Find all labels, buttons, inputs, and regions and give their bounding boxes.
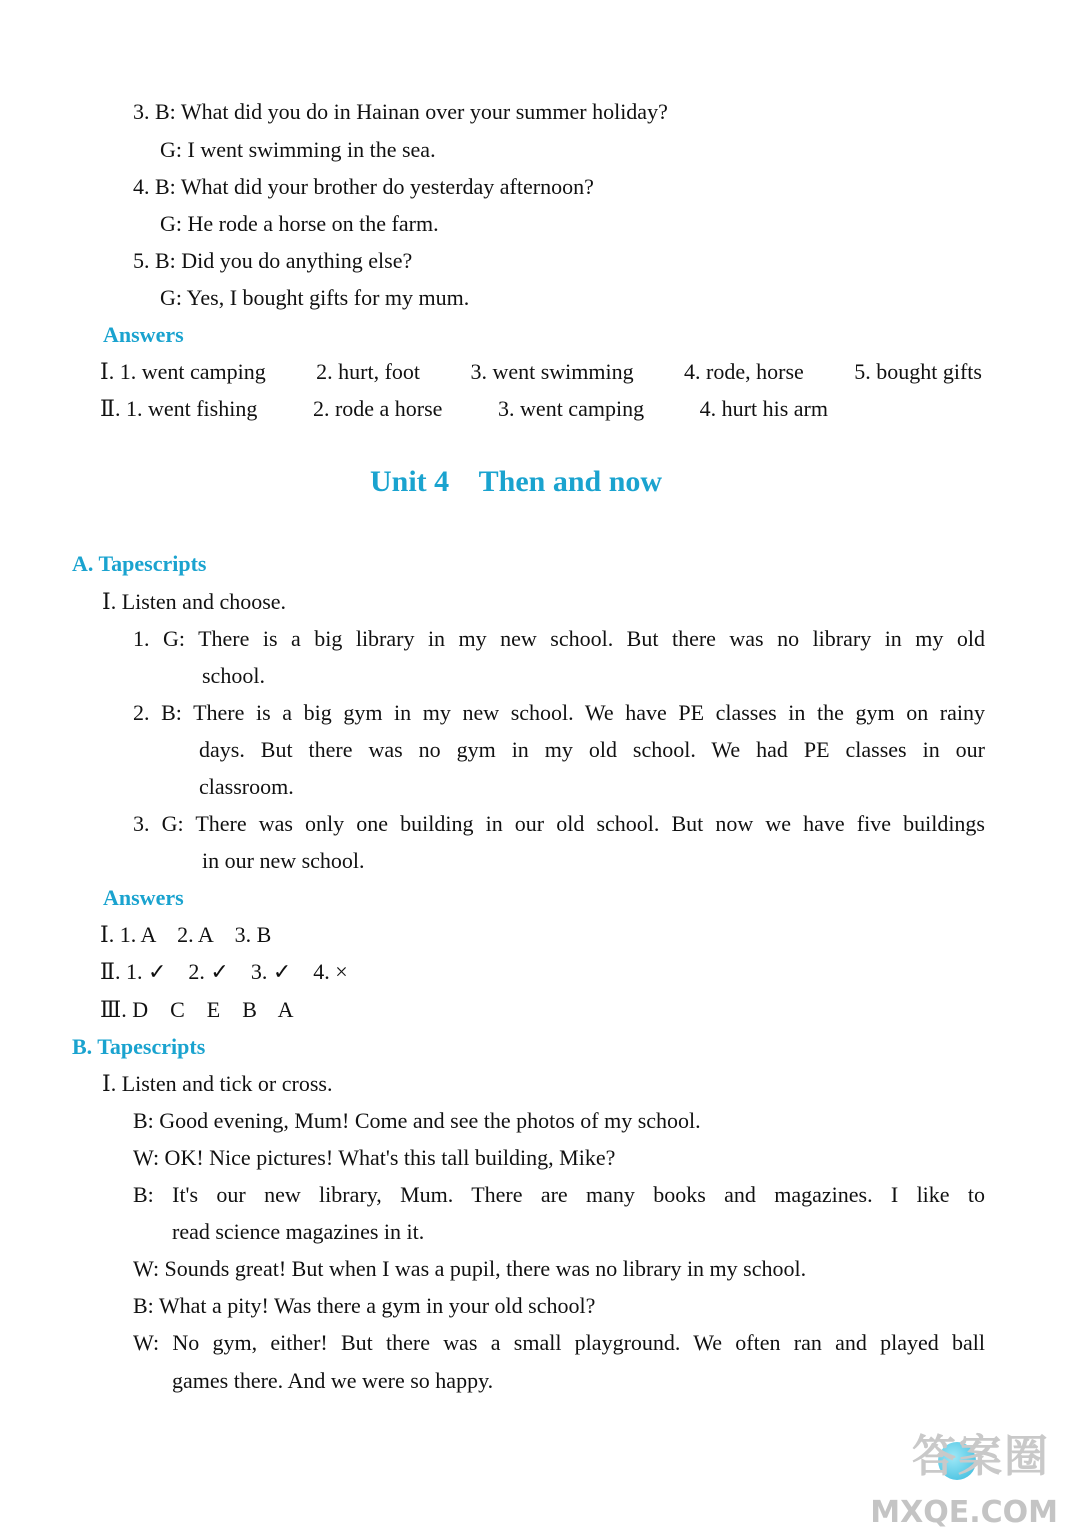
dialogue-line: 3. B: What did you do in Hainan over your summer holiday?	[133, 99, 668, 124]
answer-item: 4. rode, horse	[684, 359, 804, 384]
answers-row: Ⅲ. D C E B A	[100, 997, 294, 1022]
tapescript-line: B: What a pity! Was there a gym in your old school?	[133, 1293, 596, 1318]
tapescript-line: 3. G: There was only one building in our old school. But now we have five buildings	[133, 811, 985, 836]
answer-item: 2. hurt, foot	[316, 359, 421, 384]
section-b-heading: B. Tapescripts	[72, 1034, 206, 1059]
dialogue-line: G: Yes, I bought gifts for my mum.	[160, 285, 470, 310]
watermark-brand: 答案圈	[912, 1431, 1050, 1482]
tapescript-line: read science magazines in it.	[172, 1219, 425, 1244]
answer-item: 4. hurt his arm	[699, 396, 828, 421]
answers-row	[100, 395, 828, 423]
tapescript-line: days. But there was no gym in my old school. We had PE classes in our	[199, 737, 985, 762]
answer-item: Ⅰ. 1. went camping	[100, 359, 266, 384]
tapescript-line: W: No gym, either! But there was a small playground. We often ran and played ball	[133, 1330, 985, 1355]
answer-item: Ⅱ. 1. went fishing	[100, 396, 258, 421]
tapescript-line: 1. G: There is a big library in my new school. But there was no library in my old	[133, 626, 985, 651]
tapescript-line: games there. And we were so happy.	[172, 1368, 494, 1393]
dialogue-line: 4. B: What did your brother do yesterday afternoon?	[133, 174, 594, 199]
tapescript-line: W: OK! Nice pictures! What's this tall building, Mike?	[133, 1145, 616, 1170]
dialogue-line: G: He rode a horse on the farm.	[160, 211, 439, 236]
tapescript-line: B: It's our new library, Mum. There are many books and magazines. I like to	[133, 1182, 985, 1207]
answer-item: 5. bought gifts	[854, 359, 982, 384]
answers-row: Ⅰ. 1. A 2. A 3. B	[100, 922, 272, 947]
answers-heading: Answers	[103, 885, 184, 910]
unit-title: Unit 4 Then and now	[370, 465, 663, 498]
tapescript-line: in our new school.	[202, 848, 365, 873]
answers-row: Ⅱ. 1. ✓ 2. ✓ 3. ✓ 4. ×	[100, 959, 348, 984]
tapescript-line: school.	[202, 663, 265, 688]
answer-item: 2. rode a horse	[312, 396, 443, 421]
watermark-url: MXQE.COM	[870, 1495, 1058, 1530]
dialogue-line: G: I went swimming in the sea.	[160, 137, 436, 162]
tapescript-line: 2. B: There is a big gym in my new school. We have PE classes in the gym on rainy	[133, 700, 985, 725]
instruction: Ⅰ. Listen and tick or cross.	[102, 1071, 333, 1096]
dialogue-line: 5. B: Did you do anything else?	[133, 248, 413, 273]
watermark	[870, 1418, 1068, 1536]
section-a-heading: A. Tapescripts	[72, 551, 207, 576]
answers-row	[100, 358, 982, 386]
tapescript-line: classroom.	[199, 774, 294, 799]
tapescript-line: B: Good evening, Mum! Come and see the photos of my school.	[133, 1108, 701, 1133]
instruction: Ⅰ. Listen and choose.	[102, 589, 287, 614]
tapescript-line: W: Sounds great! But when I was a pupil, there was no library in my school.	[133, 1256, 807, 1281]
answers-heading: Answers	[103, 322, 184, 347]
answer-item: 3. went swimming	[470, 359, 634, 384]
answer-item: 3. went camping	[498, 396, 645, 421]
